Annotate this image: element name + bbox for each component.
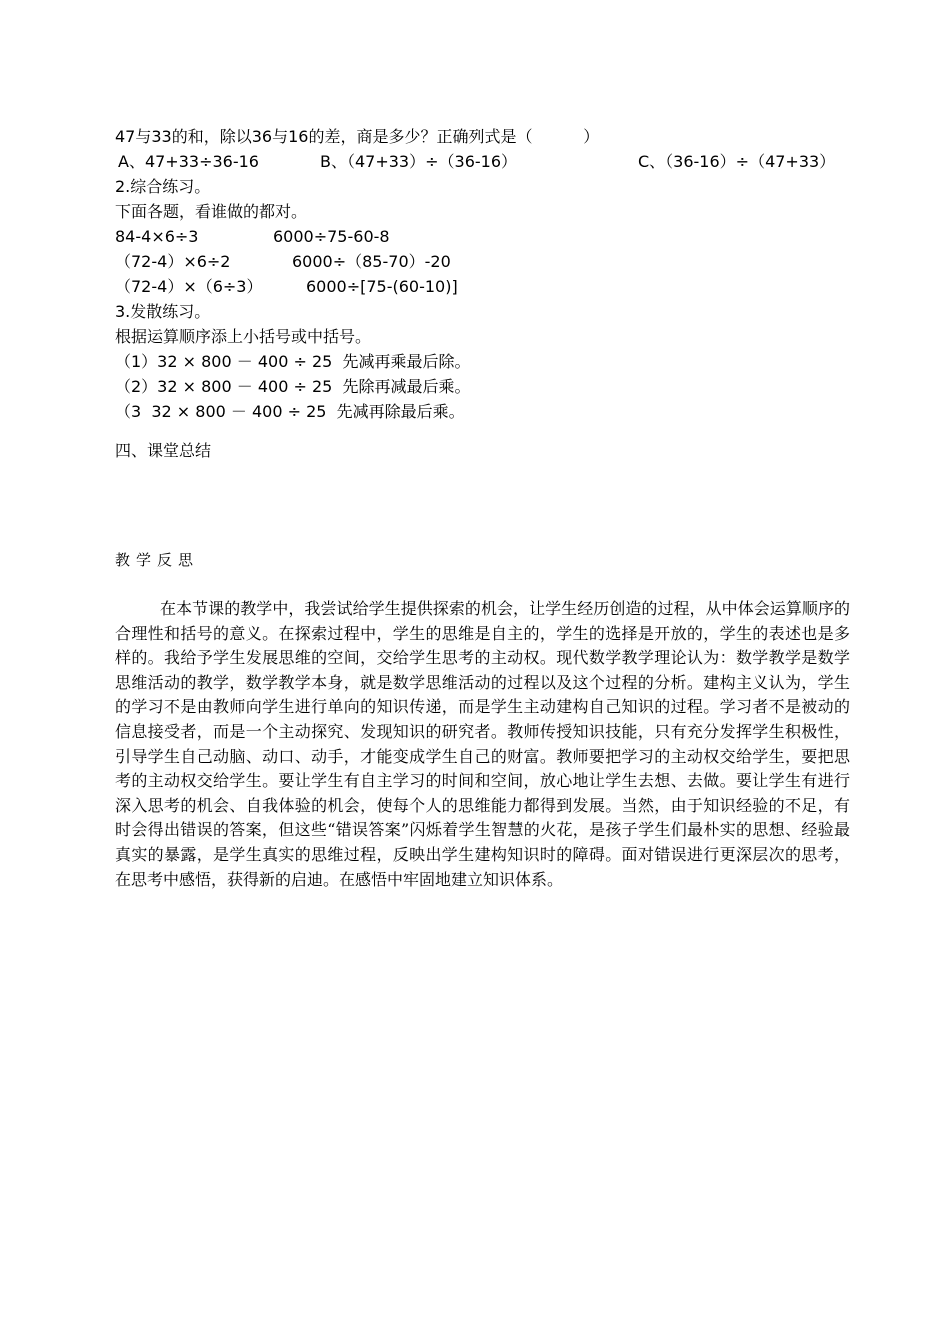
exercise-row1-right: 6000÷75-60-8 [273, 227, 390, 246]
exercise-row2-left: （72-4）×6÷2 [115, 252, 231, 271]
option-b: B、（47+33）÷（36-16） [320, 152, 518, 171]
option-a: A、47+33÷36-16 [118, 152, 259, 171]
exercise-row1-left: 84-4×6÷3 [115, 227, 199, 246]
exercise-row3-left: （72-4）×（6÷3） [115, 277, 263, 296]
question-text: 47与33的和，除以36与16的差，商是多少？正确列式是（ ） [115, 127, 600, 146]
section2-instruction: 下面各题，看谁做的都对。 [115, 202, 308, 221]
reflection-paragraph: 在本节课的教学中，我尝试给学生提供探索的机会，让学生经历创造的过程，从中体会运算顺序的合理性和括号的意义。在探索过程中，学生的思维是自主的，学生的选择是开放的，学生的表述也是多样的。我给予学生发展思维的空间，交给学生思考的主动权。现代数学教学理论认为：数学教学是数学思维活动的教学，数学教学本身，就是数学思维活动的过程以及这个过程的分析。建构主义认为，学生的学习不是由教师向学生进行单向的知识传递，而是学生主动建构自己知识的过程。学习者不是被动的信息接受者，而是一个主动探究、发现知识的研究者。教师传授知识技能，只有充分发挥学生积极性，引导学生自己动脑、动口、动手，才能变成学生自己的财富。教师要把学习的主动权交给学生，要把思考的主动权交给学生。要让学生有自主学习的时间和空间，放心地让学生去想、去做。要让学生有进行深入思考的机会、自我体验的机会，使每个人的思维能力都得到发展。当然，由于知识经验的不足，有时会得出错误的答案，但这些“错误答案”闪烁着学生智慧的火花，是孩子学生们最朴实的思想、经验最真实的暴露，是学生真实的思维过程，反映出学生建构知识时的障碍。面对错误进行更深层次的思考，在思考中感悟，获得新的启迪。在感悟中牢固地建立知识体系。 [115, 599, 850, 889]
exercise-row2-right: 6000÷（85-70）-20 [292, 252, 451, 271]
exercise-row3-right: 6000÷[75-(60-10)] [306, 277, 458, 296]
option-c: C、（36-16）÷（47+33） [638, 152, 836, 171]
section3-instruction: 根据运算顺序添上小括号或中括号。 [115, 327, 372, 346]
section3-heading: 3.发散练习。 [115, 302, 211, 321]
bracket-item-1: （1）32 × 800 － 400 ÷ 25 先减再乘最后除。 [115, 352, 471, 371]
bracket-item-2: （2）32 × 800 － 400 ÷ 25 先除再减最后乘。 [115, 377, 471, 396]
bracket-item-3: （3 32 × 800 － 400 ÷ 25 先减再除最后乘。 [115, 402, 465, 421]
section2-heading: 2.综合练习。 [115, 177, 211, 196]
reflection-heading: 教学反思 [115, 551, 200, 569]
summary-heading: 四、课堂总结 [115, 441, 212, 460]
